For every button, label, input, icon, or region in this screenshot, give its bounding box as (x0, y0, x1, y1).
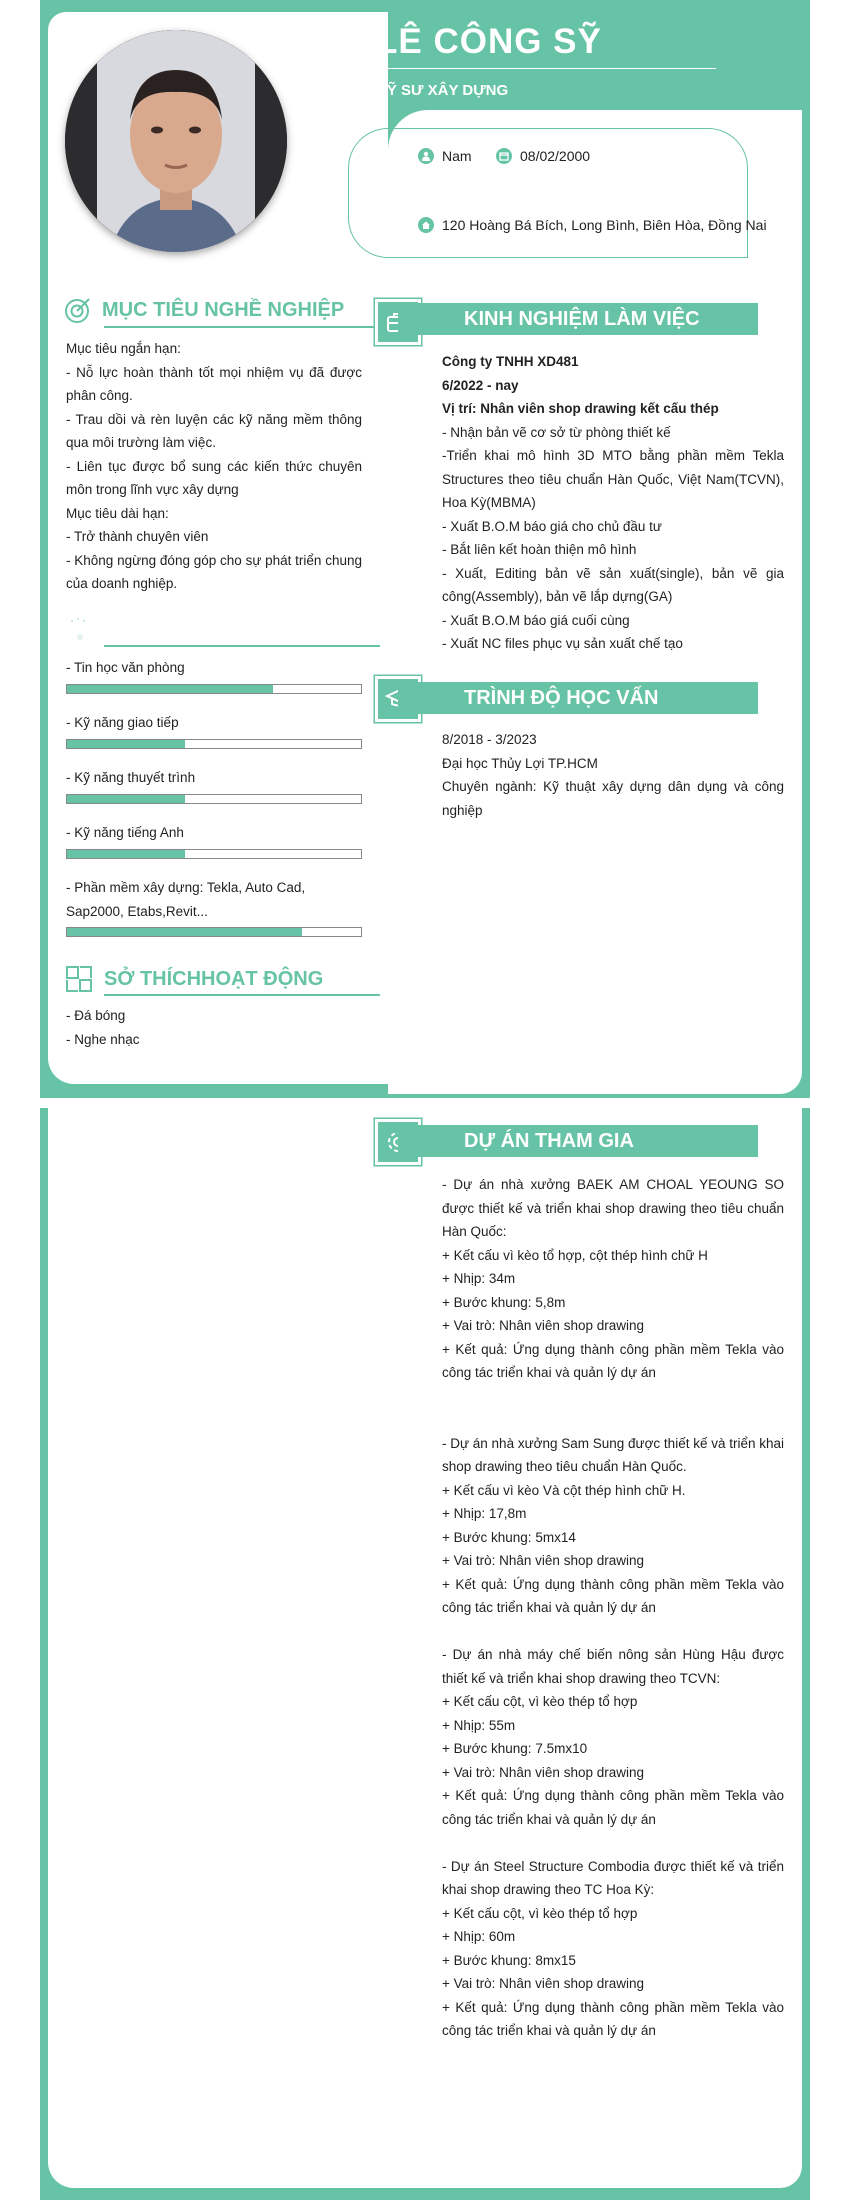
objective-line: - Trau dồi và rèn luyện các kỹ năng mềm thông qua môi trường làm việc. (66, 411, 362, 450)
project-line: + Kết cấu cột, vì kèo thép tổ hợp (442, 1694, 638, 1709)
calendar-icon (496, 148, 512, 164)
objective-line: - Nỗ lực hoàn thành tốt mọi nhiệm vụ đã được phân công. (66, 364, 362, 403)
project-line: + Nhịp: 34m (442, 1271, 516, 1286)
skill-fill (67, 740, 185, 748)
skill-label: - Kỹ năng tiếng Anh (66, 825, 184, 840)
project-line: + Kết quả: Ứng dụng thành công phần mềm Tekla vào công tác triển khai và quản lý dự án (442, 1999, 784, 2038)
full-name: LÊ CÔNG SỸ (376, 22, 602, 61)
birthday-value: 08/02/2000 (520, 148, 591, 164)
education-major: Chuyên ngành: Kỹ thuật xây dựng dân dụng và công nghiệp (442, 779, 784, 818)
project-line: + Kết cấu vì kèo Và cột thép hình chữ H. (442, 1482, 686, 1498)
hobbies-heading (64, 964, 323, 994)
project-line: + Vai trò: Nhân viên shop drawing (442, 1318, 644, 1333)
project-line: - Dự án nhà máy chế biến nông sản Hùng Hậu được thiết kế và triển khai shop drawing theo TCVN: (442, 1647, 784, 1686)
skill-label: - Kỹ năng giao tiếp (66, 715, 179, 730)
skill-fill (67, 850, 185, 858)
profile-photo (65, 30, 287, 252)
project-line: - Dự án nhà xưởng Sam Sung được thiết kế và triển khai shop drawing theo tiêu chuẩn Hàn Quốc. (442, 1435, 784, 1474)
project-line: + Kết quả: Ứng dụng thành công phần mềm Tekla vào công tác triển khai và quản lý dự án (442, 1576, 784, 1615)
project-entry (442, 1643, 784, 1831)
project-line: + Bước khung: 7.5mx10 (442, 1741, 588, 1756)
avatar (65, 30, 287, 252)
objective-text (66, 337, 362, 596)
project-entry (442, 1173, 784, 1385)
project-line: + Nhịp: 55m (442, 1717, 516, 1733)
birthday-item (496, 148, 590, 164)
skill-bar (66, 849, 362, 859)
project-entry (442, 1432, 784, 1620)
name-divider (376, 68, 716, 69)
skills-icon (66, 613, 94, 641)
project-line: + Nhịp: 17,8m (442, 1506, 527, 1521)
project-line: + Kết quả: Ứng dụng thành công phần mềm Tekla vào công tác triển khai và quản lý dự án (442, 1788, 784, 1827)
skill-label: - Tin học văn phòng (66, 660, 185, 675)
gender-value: Nam (442, 148, 472, 164)
company-name: Công ty TNHH XD481 (442, 354, 579, 369)
projects-title: DỰ ÁN THAM GIA (398, 1125, 758, 1157)
project-line: + Kết cấu cột, vì kèo thép tổ hợp (442, 1905, 638, 1921)
skill-fill (67, 928, 302, 936)
objective-divider (104, 326, 380, 328)
hobbies-list (66, 1004, 362, 1051)
hobbies-divider (104, 994, 380, 996)
skills-divider (104, 645, 380, 647)
skill-fill (67, 685, 273, 693)
skill-bar (66, 739, 362, 749)
home-icon (418, 217, 434, 233)
work-position: Vị trí: Nhân viên shop drawing kết cấu thép (442, 401, 719, 416)
projects-content (442, 1173, 784, 2043)
objective-line: - Liên tục được bổ sung các kiến thức chuyên môn trong lĩnh vực xây dựng (66, 458, 362, 497)
job-title: KỸ SƯ XÂY DỰNG (376, 82, 509, 99)
project-line: + Bước khung: 5,8m (442, 1294, 566, 1310)
experience-line: - Nhận bản vẽ cơ sở từ phòng thiết kế (442, 424, 671, 440)
experience-line: - Xuất, Editing bản vẽ sản xuất(single), bản vẽ gia công(Assembly), bản vẽ lắp dựng(GA) (442, 565, 784, 604)
project-line: + Bước khung: 8mx15 (442, 1952, 576, 1968)
project-entry (442, 1855, 784, 2043)
address-value: 120 Hoàng Bá Bích, Long Bình, Biên Hòa, Đồng Nai (442, 217, 767, 233)
objective-line: - Trở thành chuyên viên (66, 529, 209, 544)
hobbies-title: SỞ THÍCHHOẠT ĐỘNG (104, 967, 324, 990)
skill-bar (66, 794, 362, 804)
education-period: 8/2018 - 3/2023 (442, 732, 537, 747)
education-title: TRÌNH ĐỘ HỌC VẤN (398, 682, 758, 714)
project-line: + Vai trò: Nhân viên shop drawing (442, 1553, 644, 1568)
skill-fill (67, 795, 185, 803)
skill-label: - Kỹ năng thuyết trình (66, 770, 196, 785)
project-line: + Kết cấu vì kèo tổ hợp, cột thép hình chữ H (442, 1247, 708, 1263)
experience-line: - Xuất B.O.M báo giá cho chủ đầu tư (442, 518, 662, 534)
work-period: 6/2022 - nay (442, 377, 519, 393)
puzzle-icon (64, 964, 94, 994)
experience-content (442, 350, 784, 656)
hobby-item: - Đá bóng (66, 1008, 126, 1023)
project-line: + Kết quả: Ứng dụng thành công phần mềm Tekla vào công tác triển khai và quản lý dự án (442, 1341, 784, 1380)
school-name: Đại học Thủy Lợi TP.HCM (442, 755, 598, 771)
objective-title: MỤC TIÊU NGHỀ NGHIỆP (102, 298, 345, 321)
skill-label: - Phần mềm xây dựng: Tekla, Auto Cad, Sap2000, Etabs,Revit... (66, 880, 306, 919)
project-line: + Vai trò: Nhân viên shop drawing (442, 1976, 644, 1991)
project-line: + Nhịp: 60m (442, 1929, 516, 1944)
objective-line: Mục tiêu ngắn hạn: (66, 341, 181, 356)
project-line: + Bước khung: 5mx14 (442, 1529, 576, 1545)
hobby-item: - Nghe nhạc (66, 1031, 140, 1047)
project-line: + Vai trò: Nhân viên shop drawing (442, 1764, 644, 1780)
objective-line: Mục tiêu dài hạn: (66, 505, 169, 521)
gender-item (418, 148, 472, 164)
project-line: - Dự án nhà xưởng BAEK AM CHOAL YEOUNG SO được thiết kế và triển khai shop drawing theo tiêu chuẩn Hàn Quốc: (442, 1177, 784, 1239)
address-item (418, 217, 767, 233)
person-icon (418, 148, 434, 164)
experience-line: -Triển khai mô hình 3D MTO bằng phần mềm Tekla Structures theo tiêu chuẩn Hàn Quốc, Việt Nam(TCVN), Hoa Kỳ(MBMA) (442, 448, 784, 510)
education-content (442, 728, 784, 822)
experience-line: - Xuất NC files phục vụ sản xuất chế tạo (442, 636, 683, 651)
experience-title: KINH NGHIỆM LÀM VIỆC (398, 303, 758, 335)
skill-bar (66, 927, 362, 937)
experience-line: - Bắt liên kết hoàn thiện mô hình (442, 542, 637, 557)
project-line: - Dự án Steel Structure Combodia được thiết kế và triển khai shop drawing theo TC Hoa Kỳ: (442, 1858, 784, 1897)
objective-heading (64, 296, 344, 324)
skill-bar (66, 684, 362, 694)
target-icon (64, 296, 92, 324)
experience-line: - Xuất B.O.M báo giá cuối cùng (442, 612, 630, 628)
objective-line: - Không ngừng đóng góp cho sự phát triển chung của doanh nghiệp. (66, 552, 362, 591)
